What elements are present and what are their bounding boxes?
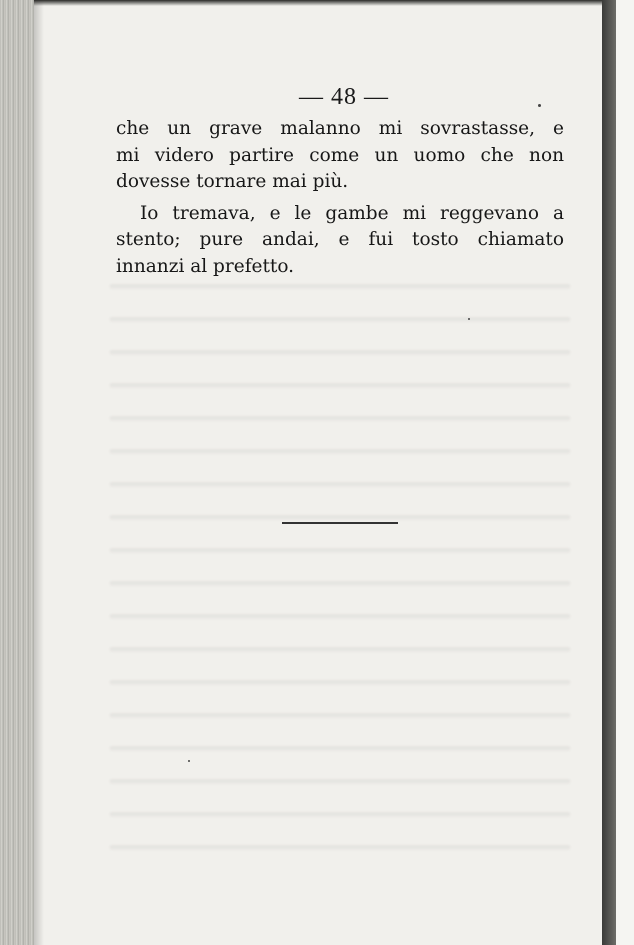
top-page-edge (34, 0, 634, 6)
right-page-edge (602, 0, 616, 945)
book-spine-gutter (0, 0, 34, 945)
text-line: Io tremava, e le gambe mi reggevano a (140, 202, 564, 224)
right-margin (616, 0, 634, 945)
ink-speck (468, 318, 470, 320)
section-end-rule (282, 522, 398, 524)
text-line: stento; pure andai, e fui tosto chiamato (116, 229, 564, 250)
text-line: mi videro partire come un uomo che non (116, 144, 564, 166)
text-line: che un grave malanno mi sovrastasse, e (116, 118, 564, 139)
body-text (116, 116, 564, 280)
bleed-through-texture (110, 270, 570, 870)
text-line: innanzi al prefetto. (116, 255, 295, 277)
ink-speck (188, 760, 190, 762)
text-line: dovesse tornare mai più. (116, 171, 349, 192)
page-number: — 48 — (299, 84, 389, 110)
gutter-shadow (34, 0, 44, 945)
ink-speck (538, 104, 541, 107)
